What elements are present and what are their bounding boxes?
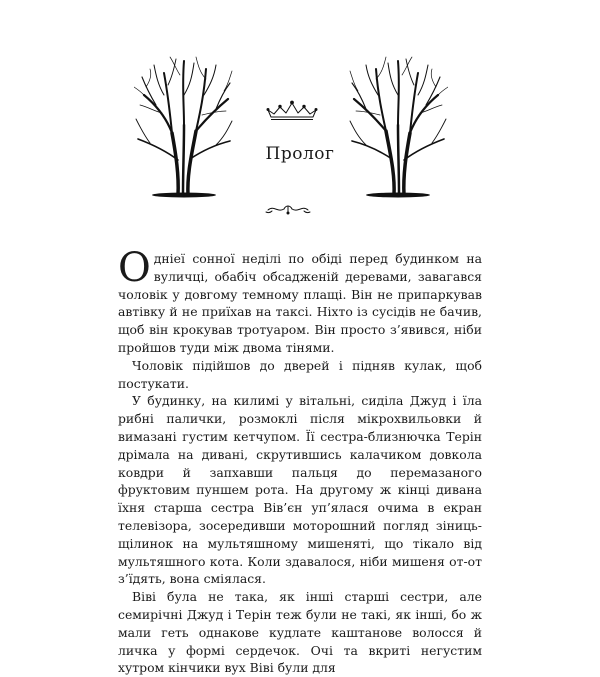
bare-tree-icon [348,55,448,205]
chapter-title: Пролог [265,144,335,164]
drop-cap: О [118,245,151,291]
flourish-icon [264,203,312,215]
paragraph: Чоловік підійшов до дверей і підняв кулак, щоб постукати. [118,357,482,391]
crown-icon [265,100,319,122]
paragraph: У будинку, на килимі у вітальні, сиділа Джуд і їла рибні палички, розмоклі після мікрохвильовки й вимазані густим кетчупом. Її сестра-близнючка Терін дрімала на дивані, скрутившись калачиком довкола ковдри й запхавши пальця до перемазаного фруктовим пуншем рота. На другому ж кінці дивана їхня старша сестра Вів’єн уп’ялася очима в екран телевізора, зосередивши моторошний погляд зіниць-щілинок на мультяшному мишеняті, що тікало від мультяшного кота. Коли здавалося, ніби мишеня от-от з’їдять, вона сміялася. [118,393,482,587]
bare-tree-icon [134,55,234,205]
body-text [118,245,482,677]
paragraph: Одніеї сонної неділі по обіді перед будинком на вуличці, обабіч обсадженій деревами, завагався чоловік у довгому темному плащі. Він не припаркував автівку й не приїхав на таксі. Ніхто із сусідів не бачив, щоб він крокував тротуаром. Він просто з’явився, ніби пройшов туди між двома тінями. [118,245,482,355]
paragraph: Віві була не така, як інші старші сестри, але семирічні Джуд і Терін теж були не такі, як інші, бо ж мали геть однакове кудлате каштанове волосся й личка у формі сердечок. Очі та вкриті негустим хутром кінчики вух Віві були для [118,589,482,676]
